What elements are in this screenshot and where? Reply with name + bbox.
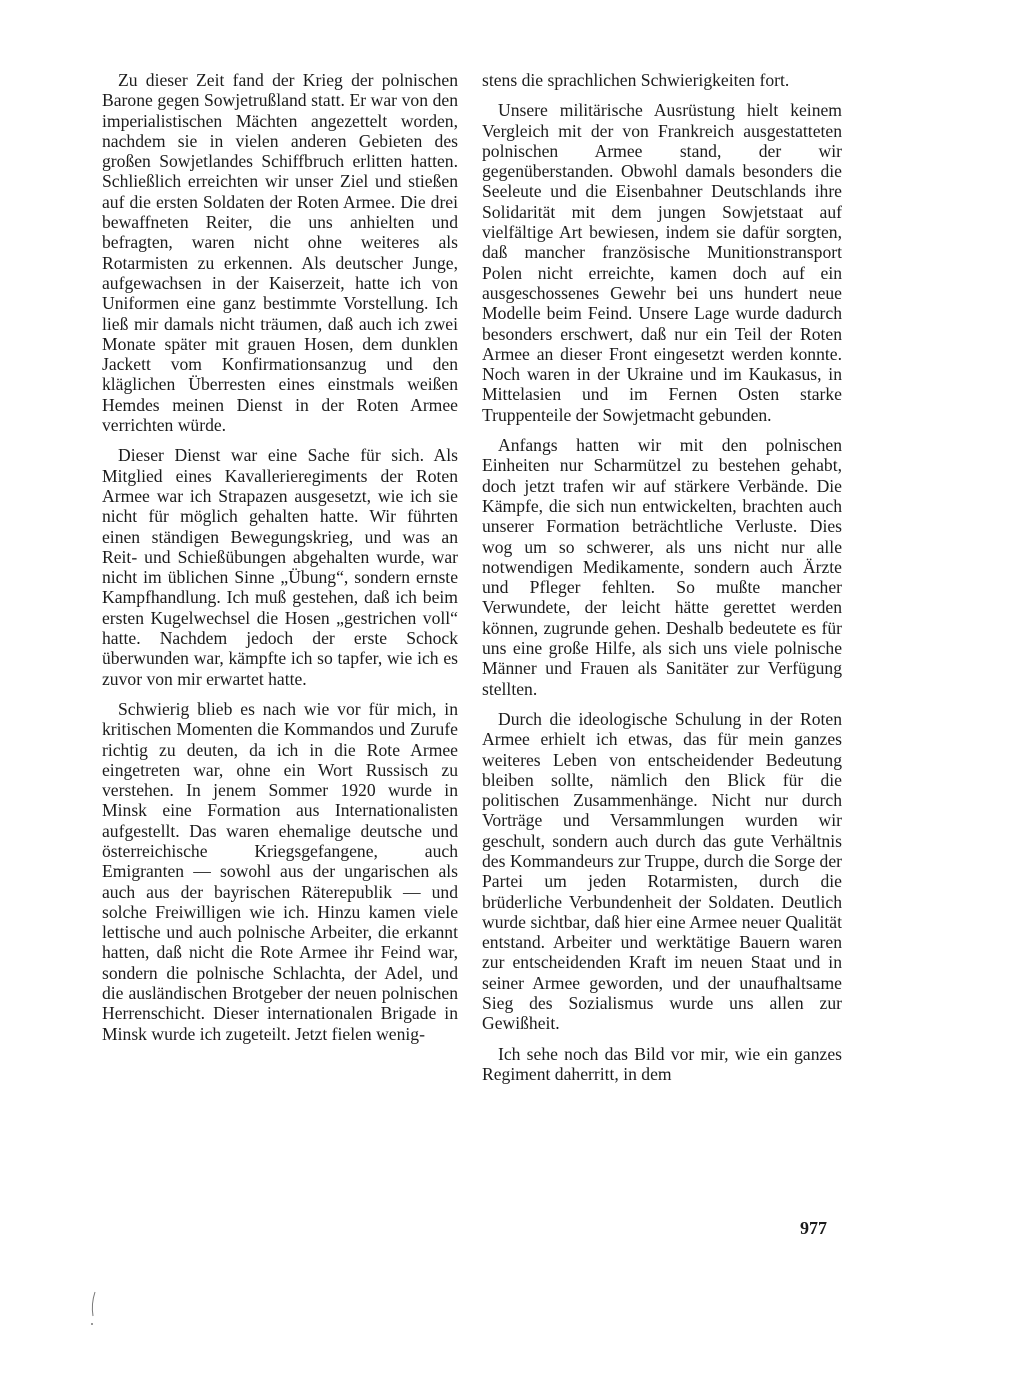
page-number: 977 [800, 1218, 827, 1238]
paragraph: Schwierig blieb es nach wie vor für mich, in kritischen Momenten die Kommandos und Zurufe richtig zu deuten, da ich in die Rote Armee eingetreten war, ohne ein Wort Russisch zu verstehen. In jenem Sommer 1920 wurde in Minsk eine Formation aus Internationalisten aufgestellt. Das waren ehemalige deutsche und österreichische Kriegsgefangene, auch Emigranten — sowohl aus der ungarischen als auch aus der bayrischen Räterepublik — und solche Freiwilligen wie ich. Hinzu kamen viele lettische und auch polnische Arbeiter, die erkannt hatten, daß nicht die Rote Armee ihr Feind war, sondern die polnische Schlachta, der Adel, und die ausländischen Brotgeber der neuen polnischen Herrenschicht. Dieser internationalen Brigade in Minsk wurde ich zugeteilt. Jetzt fielen wenig- [102, 698, 458, 1044]
paragraph: Unsere militärische Ausrüstung hielt keinem Vergleich mit der von Frankreich ausgestatteten polnischen Armee stand, der wir gegenüberstanden. Obwohl damals besonders die Seeleute und die Eisenbahner Deutschlands ihre Solidarität mit dem jungen Sowjetstaat auf vielfältige Art bewiesen, indem sie dafür sorgten, daß mancher französische Munitionstransport Polen nicht erreichte, kamen doch auf ein ausgeschossenes Gewehr bei uns hundert neue Modelle beim Feind. Unsere Lage wurde dadurch besonders erschwert, daß nur ein Teil der Roten Armee an dieser Front eingesetzt werden konnte. Noch waren in der Ukraine und im Kaukasus, in Mittelasien und im Fernen Osten starke Truppenteile der Sowjetmacht gebunden. [482, 100, 842, 425]
pen-mark-decoration [88, 1290, 98, 1330]
paragraph: Zu dieser Zeit fand der Krieg der polnischen Barone gegen Sowjetrußland statt. Er war von den imperialistischen Mächten angezettelt worden, nachdem sie in vielen anderen Gebieten des großen Sowjetlandes Schiffbruch erlitten hatten. Schließlich erreichten wir unser Ziel und stießen auf die ersten Soldaten der Roten Armee. Die drei bewaffneten Reiter, die uns anhielten und befragten, waren nicht ohne weiteres als Rotarmisten zu erkennen. Als deutscher Junge, aufgewachsen in der Kaiserzeit, hatte ich von Uniformen eine ganz bestimmte Vorstellung. Ich ließ mir damals nicht träumen, daß auch ich zwei Monate später mit grauen Hosen, dem dunklen Jackett vom Konfirmationsanzug und den kläglichen Überresten eines einstmals weißen Hemdes meinen Dienst in der Roten Armee verrichten würde. [102, 70, 458, 436]
paragraph: Dieser Dienst war eine Sache für sich. Als Mitglied eines Kavallerieregiments der Roten Armee war ich Strapazen ausgesetzt, wie ich sie nicht für möglich gehalten hatte. Wir führten einen ständigen Bewegungskrieg, und was an Reit- und Schießübungen abgehalten wurde, war nicht im üblichen Sinne „Übung“, sondern ernste Kampfhandlung. Ich muß gestehen, daß ich beim ersten Kugelwechsel die Hosen „gestrichen voll“ hatte. Nachdem jedoch der erste Schock überwunden war, kämpfte ich so tapfer, wie ich es zuvor von mir erwartet hatte. [102, 445, 458, 689]
paragraph: Ich sehe noch das Bild vor mir, wie ein ganzes Regiment daherritt, in dem [482, 1043, 842, 1084]
paragraph: Durch die ideologische Schulung in der Roten Armee erhielt ich etwas, das für mein ganzes weiteres Leben von entscheidender Bedeutung bleiben sollte, nämlich den Blick für die politischen Zusammenhänge. Nicht nur durch Vorträge und Versammlungen wurden wir geschult, sondern auch durch das gute Verhältnis des Kommandeurs zur Truppe, durch die Sorge der Partei um jeden Rotarmisten, durch die brüderliche Verbundenheit der Soldaten. Deutlich wurde sichtbar, daß hier eine Armee neuer Qualität entstand. Arbeiter und werktätige Bauern waren zur entscheidenden Kraft im neuen Staat und in seiner Armee geworden, und der unaufhaltsame Sieg des Sozialismus wurde uns allen zur Gewißheit. [482, 708, 842, 1034]
paragraph: Anfangs hatten wir mit den polnischen Einheiten nur Scharmützel zu bestehen gehabt, doch jetzt trafen wir auf stärkere Verbände. Die Kämpfe, die sich nun entwickelten, brachten auch unserer Formation beträchtliche Verluste. Dies wog um so schwerer, als uns nicht nur alle notwendigen Medikamente, sondern auch Ärzte und Pfleger fehlten. So mußte mancher Verwundete, der leicht hätte gerettet werden können, zugrunde gehen. Deshalb bedeutete es für uns eine große Hilfe, als sich uns viele polnische Männer und Frauen als Sanitäter zur Verfügung stellten. [482, 435, 842, 699]
right-text-column [482, 70, 842, 1094]
paragraph-continuation: stens die sprachlichen Schwierigkeiten fort. [482, 70, 790, 90]
left-text-column [102, 70, 458, 1054]
